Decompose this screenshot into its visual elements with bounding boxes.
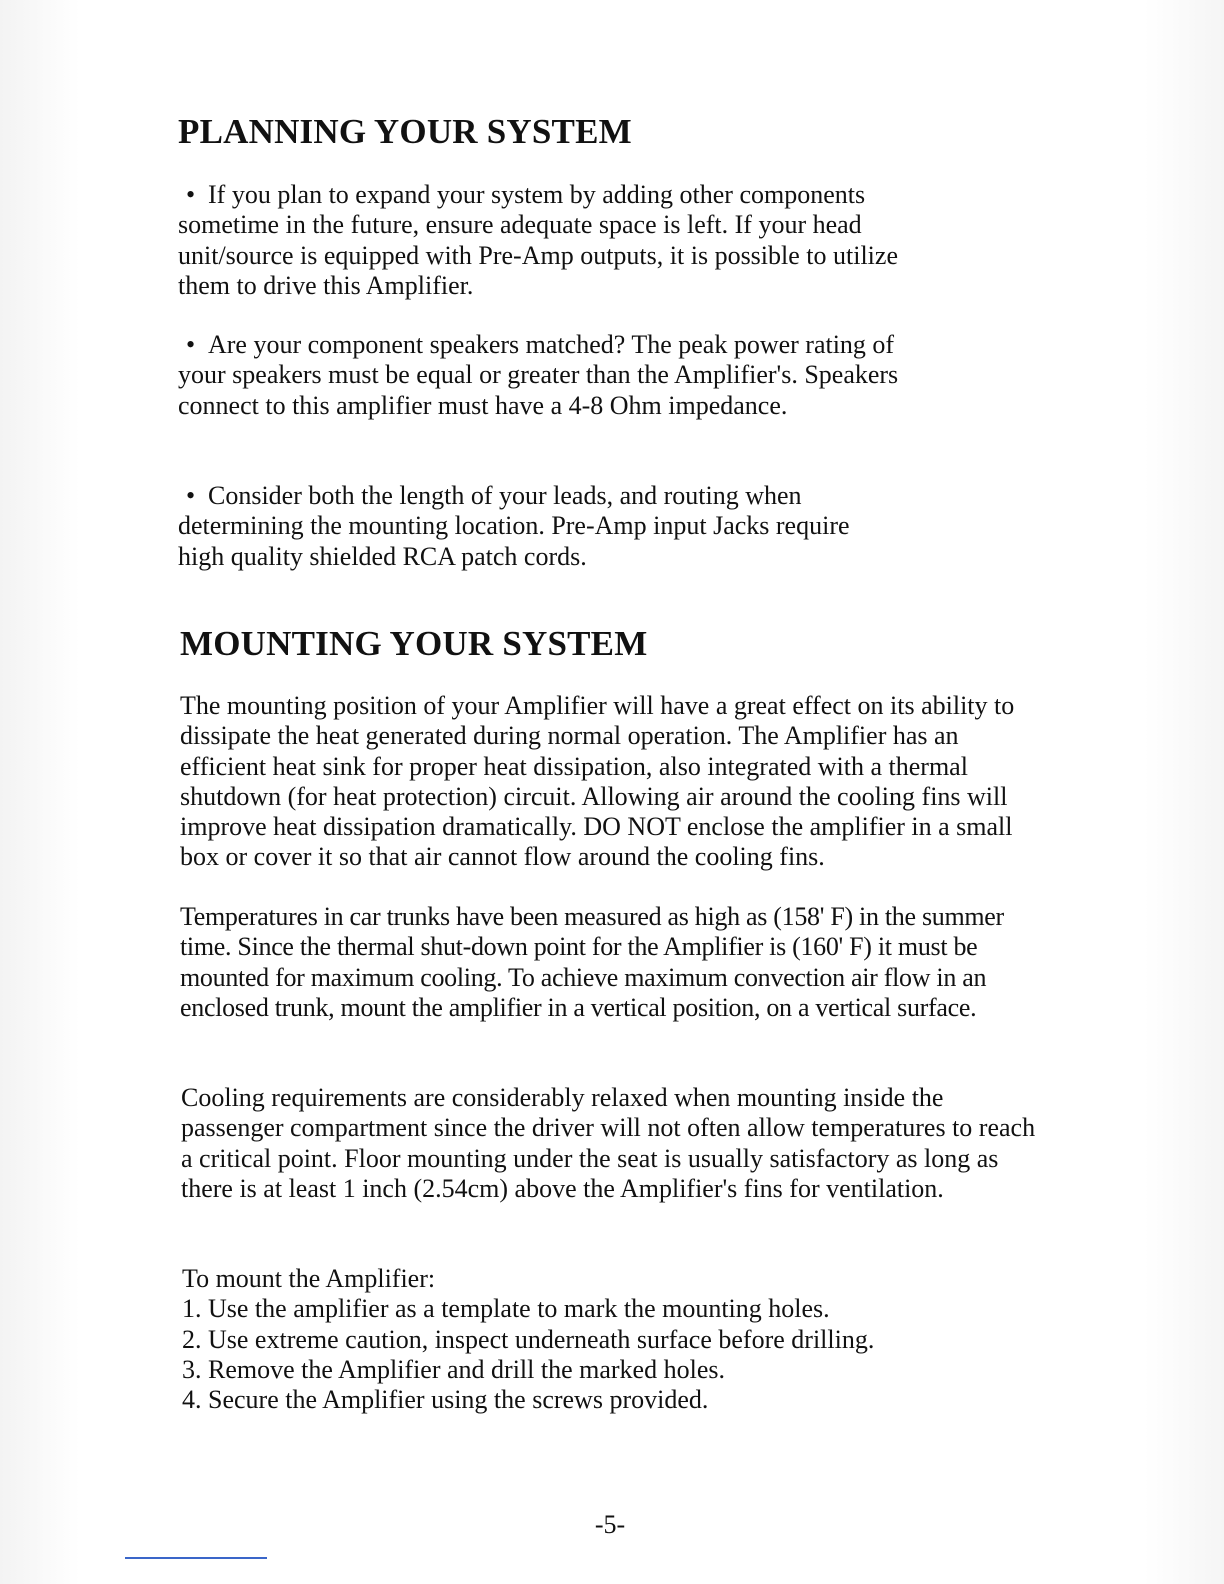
mounting-paragraph: The mounting position of your Amplifier will have a great effect on its ability to dissipate the heat generated during normal operation. The Amplifier has an efficient heat sink for proper heat dissipation, also integrated with a thermal shutdown (for heat protection) circuit. Allowing air around the cooling fins will improve heat dissipation dramatically. DO NOT enclose the amplifier in a small box or cover it so that air cannot flow around the cooling fins. [180, 691, 1015, 872]
mounting-paragraph: Cooling requirements are considerably relaxed when mounting inside the passenger compartment since the driver will not often allow temperatures to reach a critical point. Floor mounting under the seat is usually satisfactory as long as there is at least 1 inch (2.54cm) above the Amplifier's fins for ventilation. [181, 1083, 1036, 1203]
planning-bullet [178, 481, 898, 572]
bullet-dot: • [186, 180, 196, 209]
bullet-dot: • [186, 330, 196, 359]
page-number: -5- [594, 1510, 626, 1539]
bullet-text: Consider both the length of your leads, and routing when determining the mounting location. Pre-Amp input Jacks require high quality shielded RCA patch cords. [178, 481, 850, 571]
planning-bullet [178, 180, 938, 301]
mounting-step: 1. Use the amplifier as a template to mark the mounting holes. [182, 1294, 830, 1324]
mounting-heading: MOUNTING YOUR SYSTEM [180, 624, 648, 663]
planning-bullet [178, 330, 938, 421]
planning-heading: PLANNING YOUR SYSTEM [178, 112, 632, 151]
mounting-step: 3. Remove the Amplifier and drill the marked holes. [182, 1354, 725, 1384]
footer-rule [125, 1557, 267, 1559]
mounting-steps-list [182, 1264, 982, 1415]
bullet-text: If you plan to expand your system by adding other components sometime in the future, ensure adequate space is left. If your head unit/source is equipped with Pre-Amp outputs, it is possible to utilize them to drive this Amplifier. [178, 180, 898, 300]
mounting-step: 2. Use extreme caution, inspect underneath surface before drilling. [182, 1324, 875, 1354]
bullet-text: Are your component speakers matched? The peak power rating of your speakers must be equal or greater than the Amplifier's. Speakers connect to this amplifier must have a 4-8 Ohm impedance. [178, 330, 899, 420]
mounting-paragraph: Temperatures in car trunks have been measured as high as (158' F) in the summer time. Since the thermal shut-down point for the Amplifier is (160' F) it must be mounted for maximum cooling. To achieve maximum convection air flow in an enclosed trunk, mount the amplifier in a vertical position, on a vertical surface. [180, 902, 1004, 1022]
bullet-dot: • [186, 481, 196, 510]
mounting-step: 4. Secure the Amplifier using the screws provided. [182, 1385, 709, 1415]
steps-intro: To mount the Amplifier: [182, 1264, 436, 1293]
